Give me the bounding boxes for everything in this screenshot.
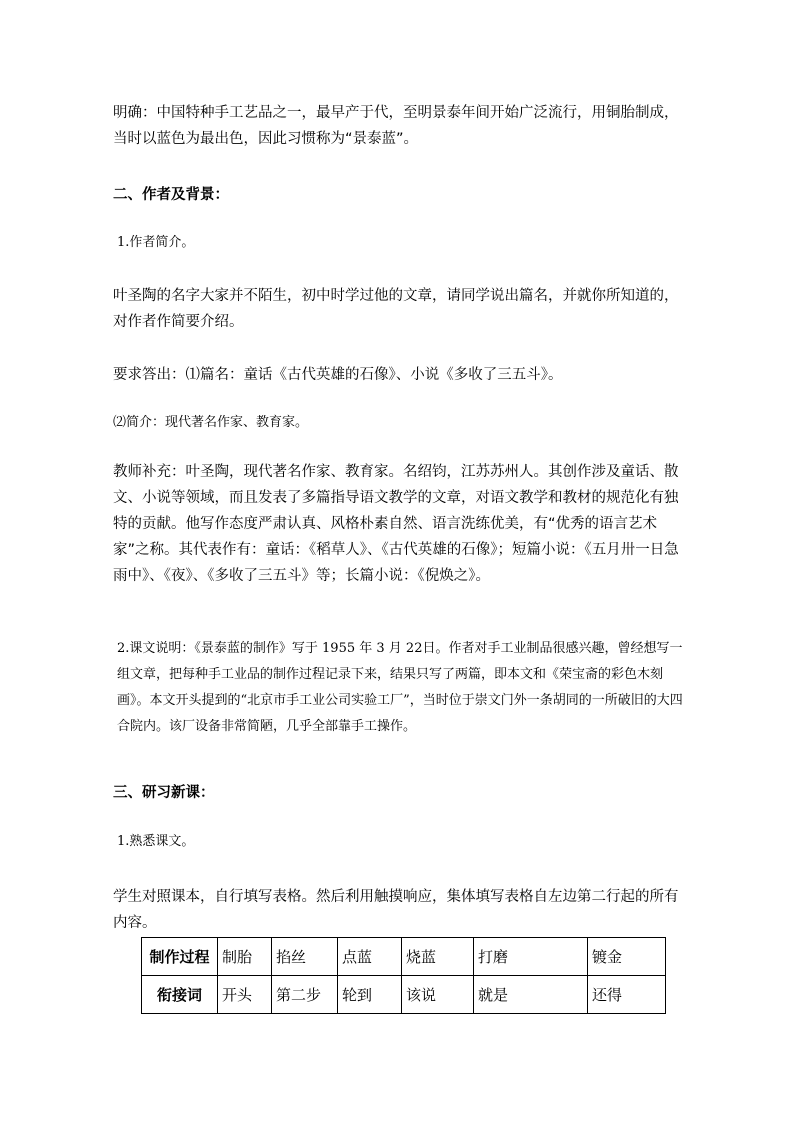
- paragraph-required-answer-intro: ⑵简介：现代著名作家、教育家。: [113, 415, 309, 430]
- table-cell: 掐丝: [272, 938, 338, 976]
- table-header-cell: 制作过程: [142, 938, 218, 976]
- subheading-author-intro: 1.作者简介。: [117, 235, 195, 250]
- table-cell: 轮到: [338, 976, 402, 1014]
- table-row: [142, 976, 666, 1014]
- table-cell: 就是: [474, 976, 588, 1014]
- process-table: [141, 937, 666, 1014]
- table-cell: 该说: [402, 976, 474, 1014]
- subheading-familiarize-text: 1.熟悉课文。: [117, 834, 195, 849]
- paragraph-author-question: 叶圣陶的名字大家并不陌生，初中时学过他的文章，请同学说出篇名，并就你所知道的，对作者作简要介绍。: [113, 288, 679, 330]
- table-row: [142, 938, 666, 976]
- table-cell: 打磨: [474, 938, 588, 976]
- table-cell: 制胎: [218, 938, 272, 976]
- table-cell: 镀金: [588, 938, 666, 976]
- table-cell: 烧蓝: [402, 938, 474, 976]
- table-cell: 第二步: [272, 976, 338, 1014]
- paragraph-required-answer-titles: 要求答出：⑴篇名：童话《古代英雄的石像》、小说《多收了三五斗》。: [113, 367, 563, 383]
- table-header-cell: 衔接词: [142, 976, 218, 1014]
- paragraph-text-notes: 2.课文说明：《景泰蓝的制作》写于 1955 年 3 月 22日。作者对手工业制品很感兴趣，曾经想写一组文章，把每种手工业品的制作过程记录下来，结果只写了两篇，即本文和《荣宝斋的彩色木刻画》。本文开头提到的“北京市手工业公司实验工厂”，当时位于崇文门外一条胡同的一所破旧的大四合院内。该厂设备非常简陋，几乎全部靠手工操作。: [117, 641, 683, 734]
- paragraph-teacher-supplement: 教师补充：叶圣陶，现代著名作家、教育家。名绍钧，江苏苏州人。其创作涉及童话、散文、小说等领域，而且发表了多篇指导语文教学的文章，对语文教学和教材的规范化有独特的贡献。他写作态度严肃认真、风格朴素自然、语言洗练优美，有“优秀的语言艺术家”之称。其代表作有：童话：《稻草人》、《古代英雄的石像》；短篇小说：《五月卅一日急雨中》、《夜》、《多收了三五斗》等；长篇小说：《倪焕之》。: [113, 464, 679, 584]
- table-cell: 点蓝: [338, 938, 402, 976]
- table-cell: 开头: [218, 976, 272, 1014]
- section-heading-new-lesson: 三、研习新课：: [113, 785, 215, 801]
- paragraph-fill-table-instructions: 学生对照课本，自行填写表格。然后利用触摸响应，集体填写表格自左边第二行起的所有内容。: [113, 889, 679, 931]
- table-cell: 还得: [588, 976, 666, 1014]
- paragraph-cloisonne-definition: 明确：中国特种手工艺品之一，最早产于代，至明景泰年间开始广泛流行，用铜胎制成，当时以蓝色为最出色，因此习惯称为“景泰蓝”。: [113, 105, 679, 147]
- section-heading-author-background: 二、作者及背景：: [113, 187, 229, 203]
